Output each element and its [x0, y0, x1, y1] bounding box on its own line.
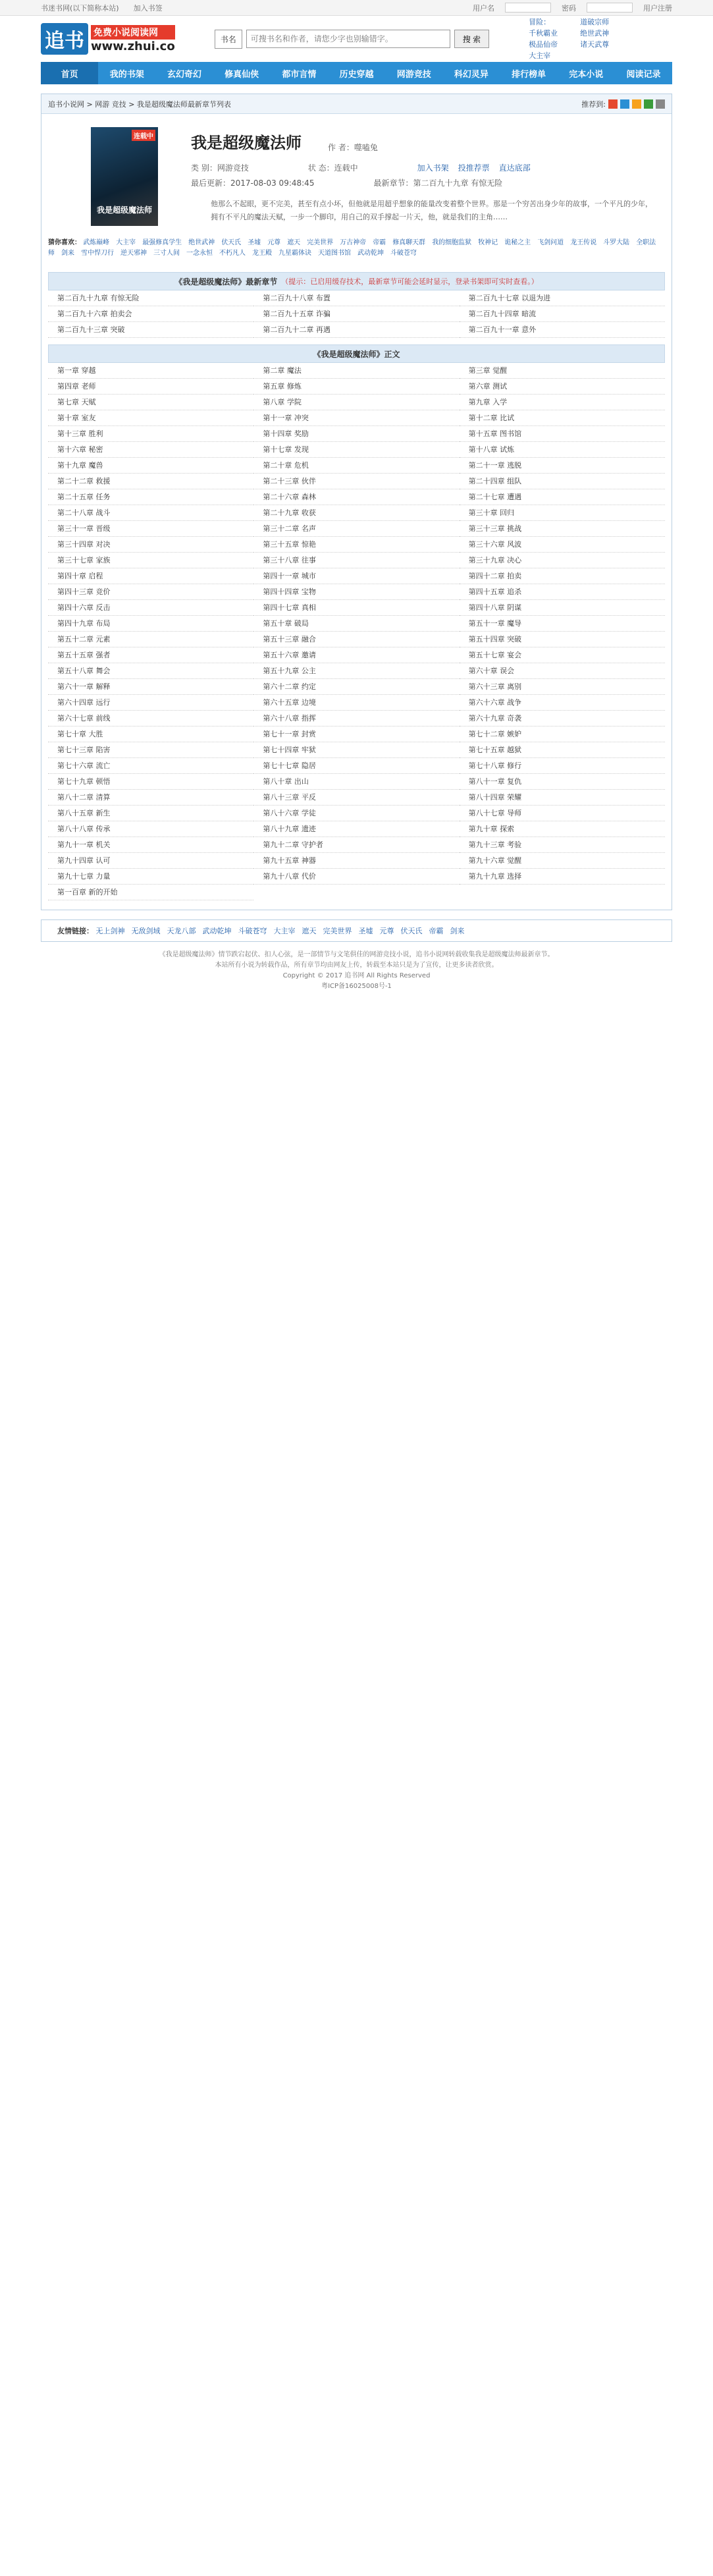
book-detail [191, 127, 658, 226]
latest-chapter-link[interactable]: 第二百九十五章 诈骗 [253, 306, 459, 322]
chapter-link[interactable]: 第一百章 新的开始 [48, 885, 253, 900]
chapter-link[interactable]: 第九十九章 选择 [460, 869, 665, 885]
chapter-link[interactable]: 第三十五章 惊艳 [253, 537, 459, 553]
chapter-link[interactable]: 第六十六章 战争 [460, 695, 665, 711]
vote-link[interactable]: 投推荐票 [458, 163, 490, 173]
chapter-link[interactable]: 第四十章 启程 [48, 568, 253, 584]
chapter-link[interactable]: 第四十八章 阴谋 [460, 600, 665, 616]
related-book-link[interactable]: 武炼巅峰 [83, 239, 110, 246]
book-cover [91, 127, 158, 226]
related-book-link[interactable]: 龙王殿 [252, 250, 272, 257]
nav-history[interactable]: 历史穿越 [339, 69, 374, 80]
chapter-link[interactable]: 第十一章 冲突 [253, 410, 459, 426]
chapter-link[interactable]: 第八十四章 荣耀 [460, 790, 665, 806]
related-book-link[interactable]: 逆天邪神 [120, 250, 147, 257]
chapter-link[interactable]: 第九十三章 考验 [460, 837, 665, 853]
chapter-link[interactable]: 第五十七章 宴会 [460, 647, 665, 663]
share-weibo-icon[interactable] [608, 99, 618, 109]
goto-bottom-link[interactable]: 直达底部 [498, 163, 531, 173]
chapter-link[interactable]: 第八十一章 复仇 [460, 774, 665, 790]
chapter-link[interactable]: 第六十章 误会 [460, 663, 665, 679]
chapter-link[interactable]: 第三十六章 风波 [460, 537, 665, 553]
chapter-link[interactable]: 第七章 天赋 [48, 395, 253, 410]
related-book-link[interactable]: 全职法师 [48, 239, 656, 257]
related-book-link[interactable]: 龙王传说 [570, 239, 597, 246]
friend-link[interactable]: 剑来 [450, 927, 465, 935]
book-status: 状 态：连载中 [307, 163, 358, 173]
related-book-link[interactable]: 剑来 [61, 250, 74, 257]
site-logo[interactable] [41, 23, 175, 55]
chapter-link[interactable]: 第四十一章 城市 [253, 568, 459, 584]
latest-chapter-link[interactable]: 第二百九十八章 布置 [253, 290, 459, 306]
friend-link[interactable]: 大主宰 [273, 927, 296, 935]
hot-link[interactable]: 大主宰 [529, 51, 551, 60]
related-book-link[interactable]: 遮天 [287, 239, 301, 246]
chapter-link[interactable]: 第五章 修炼 [253, 379, 459, 395]
related-book-link[interactable]: 绝世武神 [188, 239, 215, 246]
chapter-link[interactable]: 第七十八章 修行 [460, 758, 665, 774]
chapter-link[interactable]: 第十四章 奖励 [253, 426, 459, 442]
related-book-link[interactable]: 斗破苍穹 [390, 250, 417, 257]
username-input[interactable] [505, 3, 551, 13]
logo-mark: 追书 [41, 23, 88, 55]
chapter-list [48, 363, 665, 900]
nav-home[interactable]: 首页 [41, 62, 98, 84]
chapter-link[interactable]: 第六十七章 前线 [48, 711, 253, 726]
latest-chapter-link[interactable]: 第二百九十七章 以退为进 [460, 290, 665, 306]
chapter-link[interactable]: 第五十八章 舞会 [48, 663, 253, 679]
chapter-link[interactable]: 第七十六章 流亡 [48, 758, 253, 774]
search-input[interactable] [246, 30, 450, 48]
chapter-link[interactable]: 第六十九章 奇袭 [460, 711, 665, 726]
chapter-link[interactable]: 第八十九章 遗迹 [253, 821, 459, 837]
related-book-link[interactable]: 大主宰 [116, 239, 136, 246]
friend-link[interactable]: 武动乾坤 [202, 927, 232, 935]
friend-link[interactable]: 斗破苍穹 [238, 927, 267, 935]
related-book-link[interactable]: 圣墟 [248, 239, 261, 246]
latest-chapter-link[interactable]: 第二百九十二章 再遇 [253, 322, 459, 338]
related-book-link[interactable]: 伏天氏 [221, 239, 242, 246]
related-book-link[interactable]: 九星霸体诀 [278, 250, 311, 257]
chapter-link[interactable]: 第十三章 胜利 [48, 426, 253, 442]
chapter-link[interactable]: 第八十五章 新生 [48, 806, 253, 821]
chapter-link[interactable]: 第六十三章 离别 [460, 679, 665, 695]
share-more-icon[interactable] [656, 99, 665, 109]
latest-section-header [48, 272, 665, 290]
friend-link[interactable]: 无上剑神 [95, 927, 125, 935]
share-tencent-icon[interactable] [632, 99, 641, 109]
chapter-link[interactable]: 第八十六章 学徒 [253, 806, 459, 821]
nav-history-read[interactable]: 阅读记录 [626, 69, 661, 80]
related-book-link[interactable]: 万古神帝 [340, 239, 367, 246]
chapter-link[interactable]: 第八十二章 清算 [48, 790, 253, 806]
share-bar [581, 99, 665, 109]
related-label: 猜你喜欢： [48, 239, 81, 246]
related-book-link[interactable]: 三寸人间 [153, 250, 180, 257]
logo-slogan: 免费小说阅读网 [91, 25, 175, 40]
chapter-link[interactable]: 第七十七章 隐居 [253, 758, 459, 774]
friend-links [41, 919, 672, 942]
hot-link[interactable]: 极品仙帝 [529, 40, 558, 49]
chapter-link[interactable]: 第五十九章 公主 [253, 663, 459, 679]
chapter-link[interactable]: 第三十七章 家族 [48, 553, 253, 568]
chapter-link[interactable]: 第六章 测试 [460, 379, 665, 395]
chapter-link[interactable]: 第六十八章 指挥 [253, 711, 459, 726]
nav-ranking[interactable]: 排行榜单 [512, 69, 546, 80]
chapter-link[interactable]: 第九十八章 代价 [253, 869, 459, 885]
chapter-link[interactable]: 第六十五章 边境 [253, 695, 459, 711]
chapter-link[interactable]: 第七十二章 嫉妒 [460, 726, 665, 742]
chapter-link[interactable]: 第二十九章 收获 [253, 505, 459, 521]
nav-scifi[interactable]: 科幻灵异 [454, 69, 489, 80]
latest-section-title: 《我是超级魔法师》最新章节 [174, 277, 278, 287]
chapter-link[interactable]: 第二十六章 森林 [253, 489, 459, 505]
friend-link[interactable]: 完美世界 [323, 927, 352, 935]
nav-games[interactable]: 网游竞技 [396, 69, 431, 80]
password-input[interactable] [587, 3, 633, 13]
book-title: 我是超级魔法师 [191, 134, 302, 152]
friend-link[interactable]: 元尊 [379, 927, 394, 935]
related-book-link[interactable]: 牧神记 [478, 239, 498, 246]
updated-time: 最后更新：2017-08-03 09:48:45 [191, 178, 315, 188]
related-book-link[interactable]: 修真聊天群 [392, 239, 426, 246]
nav-urban[interactable]: 都市言情 [282, 69, 317, 80]
chapter-link[interactable]: 第七十章 大胜 [48, 726, 253, 742]
nav-xianxia[interactable]: 修真仙侠 [224, 69, 259, 80]
related-book-link[interactable]: 最强修真学生 [142, 239, 182, 246]
chapter-link[interactable]: 第四十五章 追杀 [460, 584, 665, 600]
related-book-link[interactable]: 我的细胞监狱 [432, 239, 472, 246]
book-meta [191, 162, 658, 173]
set-home-link[interactable]: 书迷书网(以下简称本站) [41, 3, 119, 13]
chapter-link[interactable]: 第三十九章 决心 [460, 553, 665, 568]
friend-link[interactable]: 天龙八部 [167, 927, 196, 935]
chapter-link[interactable]: 第二十二章 救援 [48, 474, 253, 489]
chapter-link[interactable]: 第九十六章 觉醒 [460, 853, 665, 869]
friend-link[interactable]: 无敌剑域 [131, 927, 161, 935]
cover-title: 我是超级魔法师 [96, 206, 152, 215]
hot-link[interactable]: 道破宗师 [580, 18, 610, 26]
friend-link[interactable]: 圣墟 [358, 927, 373, 935]
chapter-link[interactable]: 第二十章 危机 [253, 458, 459, 474]
chapter-link[interactable]: 第十二章 比试 [460, 410, 665, 426]
hot-link[interactable]: 诸天武尊 [580, 40, 610, 49]
chapter-link[interactable]: 第七十一章 封赏 [253, 726, 459, 742]
chapter-link[interactable]: 第六十四章 远行 [48, 695, 253, 711]
chapter-link[interactable]: 第四十三章 竞价 [48, 584, 253, 600]
related-book-link[interactable]: 飞剑问道 [537, 239, 564, 246]
chapter-link[interactable]: 第九十七章 力量 [48, 869, 253, 885]
latest-chapter-link[interactable]: 第二百九十三章 突破 [48, 322, 253, 338]
share-label: 推荐到: [581, 99, 606, 109]
nav-fantasy[interactable]: 玄幻奇幻 [167, 69, 201, 80]
search-type-select[interactable]: 书名 [215, 30, 242, 49]
book-intro: 他那么不起眼，更不完美，甚至有点小坏，但他就是用超乎想象的能量改变着整个世界。那是一个穷苦出身少年的故事，一个平凡的少年，拥有不平凡的魔法天赋，一步一个脚印，用自己的双手撑起一片天，他，就是我们的主角…… [211, 200, 652, 221]
chapter-section-header [48, 344, 665, 363]
chapter-link[interactable]: 第四十六章 反击 [48, 600, 253, 616]
footer-line: 《我是超级魔法师》情节跌宕起伏、扣人心弦，是一部情节与文笔俱佳的网游竞技小说，追书小说网转载收集我是超级魔法师最新章节。 [159, 951, 554, 958]
book-meta-2 [191, 177, 658, 188]
footer-line: 本站所有小说为转载作品，所有章节均由网友上传，转载至本站只是为了宣传，让更多读者欣赏。 [215, 962, 498, 969]
chapter-link[interactable]: 第四十四章 宝物 [253, 584, 459, 600]
related-books [41, 234, 672, 268]
friend-link[interactable]: 遮天 [302, 927, 317, 935]
hot-link[interactable]: 绝世武神 [580, 29, 610, 38]
related-book-link[interactable]: 武动乾坤 [357, 250, 384, 257]
chapter-link[interactable]: 第十章 室友 [48, 410, 253, 426]
chapter-link[interactable]: 第七十四章 牢狱 [253, 742, 459, 758]
related-book-link[interactable]: 雪中悍刀行 [81, 250, 114, 257]
chapter-link[interactable]: 第五十六章 邀请 [253, 647, 459, 663]
chapter-link[interactable]: 第十九章 魔兽 [48, 458, 253, 474]
friend-link[interactable]: 帝霸 [429, 927, 444, 935]
chapter-link[interactable]: 第六十二章 约定 [253, 679, 459, 695]
chapter-link[interactable]: 第十六章 秘密 [48, 442, 253, 458]
related-book-link[interactable]: 帝霸 [373, 239, 386, 246]
latest-chapter-link[interactable]: 第二百九十四章 暗流 [460, 306, 665, 322]
friend-link[interactable]: 伏天氏 [400, 927, 423, 935]
chapter-link[interactable]: 第五十五章 强者 [48, 647, 253, 663]
latest-section-tip: （提示：已启用缓存技术，最新章节可能会延时显示，登录书架即可实时查看。） [281, 277, 539, 286]
bookmark-link[interactable]: 加入书签 [133, 3, 163, 13]
hot-link[interactable]: 千秋霸业 [529, 29, 558, 38]
chapter-link[interactable]: 第二十三章 伙伴 [253, 474, 459, 489]
chapter-link[interactable]: 第九十一章 机关 [48, 837, 253, 853]
chapter-link[interactable]: 第七十九章 顿悟 [48, 774, 253, 790]
chapter-link[interactable]: 第三十四章 对决 [48, 537, 253, 553]
password-label: 密码 [562, 3, 576, 13]
chapter-link[interactable]: 第十八章 试炼 [460, 442, 665, 458]
search-button[interactable]: 搜 索 [454, 30, 489, 48]
chapter-link[interactable]: 第十七章 发现 [253, 442, 459, 458]
chapter-link[interactable]: 第二十七章 遭遇 [460, 489, 665, 505]
share-wechat-icon[interactable] [644, 99, 653, 109]
latest-chapter-link[interactable]: 第二百九十六章 拍卖会 [48, 306, 253, 322]
chapter-link[interactable]: 第五十四章 突破 [460, 632, 665, 647]
chapter-link[interactable]: 第三十八章 往事 [253, 553, 459, 568]
chapter-link[interactable]: 第五十一章 魔导 [460, 616, 665, 632]
chapter-link[interactable]: 第二十八章 战斗 [48, 505, 253, 521]
copyright: Copyright © 2017 追书网 All Rights Reserved [282, 972, 431, 979]
chapter-link[interactable]: 第四十九章 布局 [48, 616, 253, 632]
chapter-link[interactable]: 第三十章 回归 [460, 505, 665, 521]
username-label: 用户名 [473, 3, 494, 13]
chapter-link[interactable]: 第三十三章 挑战 [460, 521, 665, 537]
main-nav [41, 62, 672, 84]
chapter-link[interactable]: 第一章 穿越 [48, 363, 253, 379]
cover-status: 连载中 [132, 130, 155, 141]
friend-links-label: 友情链接： [57, 927, 93, 935]
latest-chapter-list [48, 290, 665, 338]
latest-chapter-link[interactable]: 最新章节：第二百九十九章 有惊无险 [373, 178, 503, 188]
chapter-link[interactable]: 第九十二章 守护者 [253, 837, 459, 853]
book-info [41, 114, 672, 234]
chapter-link[interactable]: 第二十一章 逃脱 [460, 458, 665, 474]
chapter-link[interactable]: 第八十七章 导师 [460, 806, 665, 821]
chapter-link[interactable]: 第八章 学院 [253, 395, 459, 410]
breadcrumb-text: 追书小说网 > 网游 竞技 > 我是超级魔法师最新章节列表 [48, 99, 231, 109]
latest-chapter-link[interactable]: 第二百九十一章 意外 [460, 322, 665, 338]
related-book-link[interactable]: 不朽凡人 [219, 250, 246, 257]
register-link[interactable]: 用户注册 [643, 3, 672, 13]
icp-number: 粤ICP备16025008号-1 [321, 983, 392, 990]
friend-links-list [96, 927, 471, 935]
logo-url: www.zhui.co [91, 39, 175, 53]
chapter-link[interactable]: 第二十五章 任务 [48, 489, 253, 505]
breadcrumb [41, 94, 672, 114]
chapter-section-title: 《我是超级魔法师》正文 [313, 349, 400, 359]
related-book-link[interactable]: 天道图书馆 [318, 250, 351, 257]
related-book-link[interactable]: 元尊 [267, 239, 281, 246]
chapter-link[interactable]: 第九十四章 认可 [48, 853, 253, 869]
book-category: 类 别：网游竞技 [191, 163, 249, 173]
share-qzone-icon[interactable] [620, 99, 629, 109]
hot-link[interactable]: 冒险： [529, 18, 551, 26]
related-book-link[interactable]: 一念永恒 [186, 250, 213, 257]
nav-bookshelf[interactable]: 我的书架 [109, 69, 144, 80]
top-bar [0, 0, 713, 16]
chapter-link[interactable]: 第五十二章 元素 [48, 632, 253, 647]
chapter-link[interactable]: 第六十一章 解释 [48, 679, 253, 695]
chapter-link[interactable]: 第九章 入学 [460, 395, 665, 410]
related-book-link[interactable]: 诡秘之主 [504, 239, 531, 246]
chapter-link[interactable]: 第九十章 探索 [460, 821, 665, 837]
chapter-link[interactable]: 第二十四章 组队 [460, 474, 665, 489]
chapter-link[interactable]: 第三十一章 晋级 [48, 521, 253, 537]
latest-chapter-link[interactable]: 第二百九十九章 有惊无险 [48, 290, 253, 306]
chapter-link[interactable]: 第九十五章 神器 [253, 853, 459, 869]
chapter-link[interactable]: 第七十三章 陷害 [48, 742, 253, 758]
chapter-link[interactable]: 第四十二章 拍卖 [460, 568, 665, 584]
search-box [215, 30, 489, 49]
header [0, 16, 713, 62]
add-shelf-link[interactable]: 加入书架 [417, 163, 449, 173]
chapter-link[interactable]: 第八十章 出山 [253, 774, 459, 790]
nav-finished[interactable]: 完本小说 [569, 69, 604, 80]
book-author: 作 者：噬嗑兔 [328, 143, 378, 152]
chapter-link[interactable]: 第三章 觉醒 [460, 363, 665, 379]
chapter-link[interactable]: 第八十三章 平反 [253, 790, 459, 806]
chapter-link[interactable]: 第二章 魔法 [253, 363, 459, 379]
footer [0, 950, 713, 992]
chapter-link[interactable]: 第五十三章 融合 [253, 632, 459, 647]
chapter-link[interactable]: 第十五章 图书馆 [460, 426, 665, 442]
hot-links [529, 16, 631, 61]
chapter-link[interactable]: 第四十七章 真相 [253, 600, 459, 616]
book-box [41, 94, 672, 910]
related-list [48, 239, 656, 257]
chapter-link[interactable]: 第三十二章 名声 [253, 521, 459, 537]
chapter-link[interactable]: 第五十章 破局 [253, 616, 459, 632]
book-heading [191, 130, 658, 153]
related-book-link[interactable]: 斗罗大陆 [603, 239, 630, 246]
chapter-link[interactable]: 第七十五章 越狱 [460, 742, 665, 758]
chapter-link[interactable]: 第八十八章 传承 [48, 821, 253, 837]
book-actions [417, 162, 531, 173]
related-book-link[interactable]: 完美世界 [307, 239, 334, 246]
chapter-link[interactable]: 第四章 老师 [48, 379, 253, 395]
